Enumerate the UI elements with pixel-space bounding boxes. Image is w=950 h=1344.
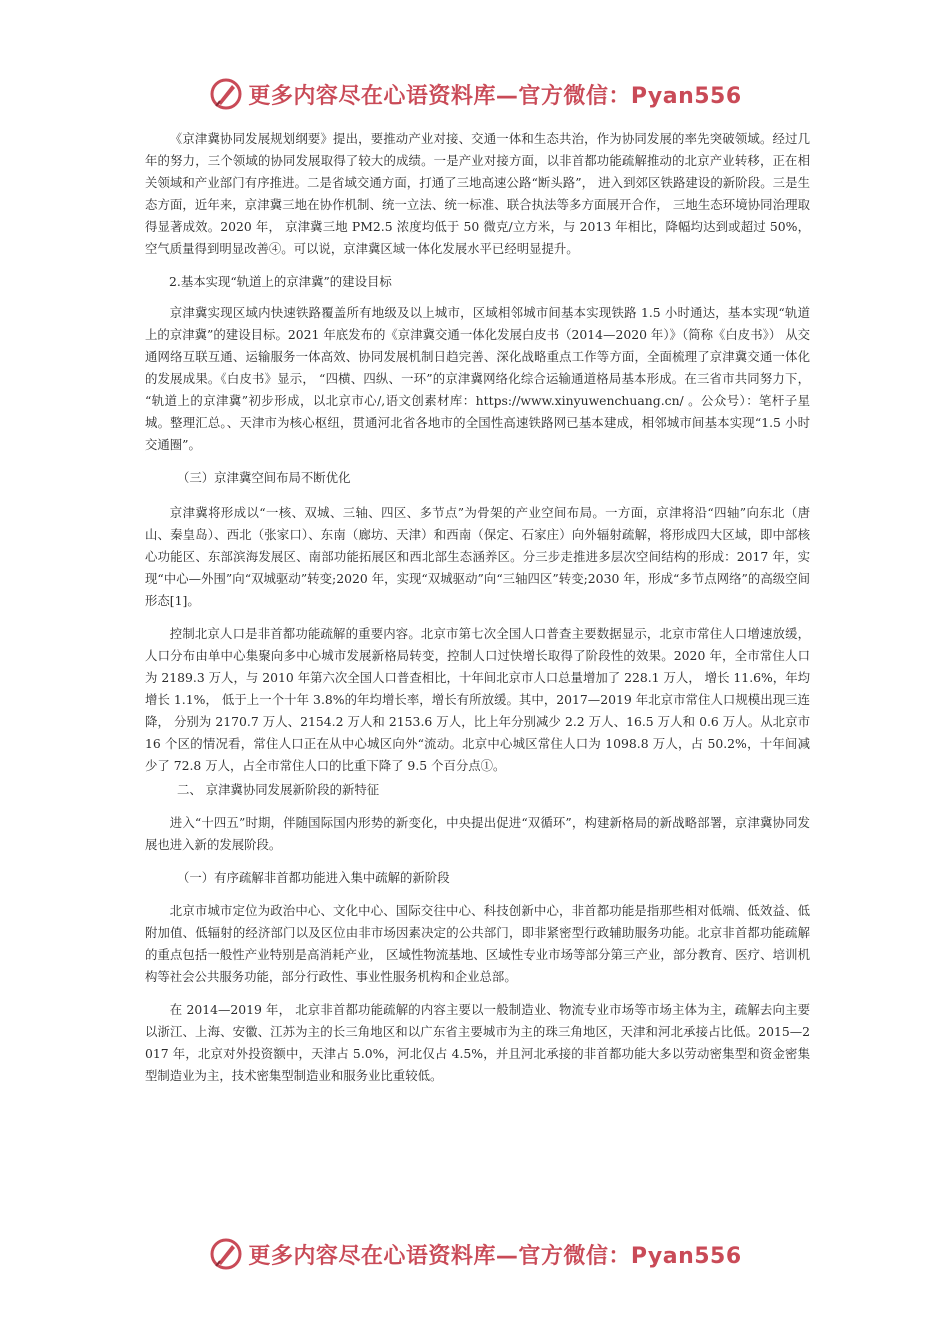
pen-circle-logo-icon xyxy=(208,1236,244,1272)
paragraph: 京津冀实现区域内快速铁路覆盖所有地级及以上城市，区域相邻城市间基本实现铁路 1.5 小时通达，基本实现“轨道上的京津冀”的建设目标。2021 年底发布的《京津冀交通一体化发展白皮书（2014—2020 年）》（简称《白皮书》） 从交通网络互联互通、运输服务一体高效、协同发展机制日趋完善、深化战略重点工作等方面，全面梳理了京津冀交通一体化的发展成果。《白皮书》显示， “四横、四纵、一环”的京津冀网络化综合运输通道格局基本形成。在三省市共同努力下， “轨道上的京津冀”初步形成，以北京市心/,语文创素材库：https://www.xinyuwenchuang.cn/ 。公众号）：笔杆子星城。整理汇总。、天津市为核心枢纽，贯通河北省各地市的全国性高速铁路网已基本建成，相邻城市间基本实现“1.5 小时交通圈”。 xyxy=(145,305,810,452)
paragraph: 控制北京人口是非首都功能疏解的重要内容。北京市第七次全国人口普查主要数据显示，北京市常住人口增速放缓，人口分布由单中心集聚向多中心城市发展新格局转变，控制人口过快增长取得了阶段性的效果。2020 年，全市常住人口为 2189.3 万人，与 2010 年第六次全国人口普查相比，十年间北京市人口总量增加了 228.1 万人， 增长 11.6%，年均增长 1.1%， 低于上一个十年 3.8%的年均增长率，增长有所放缓。其中，2017—2019 年北京市常住人口规模出现三连降， 分别为 2170.7 万人、2154.2 万人和 2153.6 万人，比上年分别减少 2.2 万人、16.5 万人和 0.6 万人。从北京市 16 个区的情况看，常住人口正在从中心城区向外“流动。北京中心城区常住人口为 1098.8 万人，占 50.2%，十年间减少了 72.8 万人，占全市常住人口的比重下降了 9.5 个百分点①。 xyxy=(145,626,810,773)
banner-text: 更多内容尽在心语资料库—官方微信：Pyan556 xyxy=(248,1243,742,1269)
section-heading: 二、 京津冀协同发展新阶段的新特征 xyxy=(177,782,380,797)
paragraph: 在 2014—2019 年， 北京非首都功能疏解的内容主要以一般制造业、物流专业市场等市场主体为主，疏解去向主要以浙江、上海、安徽、江苏为主的长三角地区和以广东省主要城市为主的珠三角地区，天津和河北承接占比低。2015—2017 年，北京对外投资额中，天津占 5.0%，河北仅占 4.5%，并且河北承接的非首都功能大多以劳动密集型和资金密集型制造业为主，技术密集型制造业和服务业比重较低。 xyxy=(145,1002,810,1083)
paragraph: 《京津冀协同发展规划纲要》提出，要推动产业对接、交通一体和生态共治，作为协同发展的率先突破领域。经过几年的努力，三个领域的协同发展取得了较大的成绩。一是产业对接方面，以非首都功能疏解推动的北京产业转移，正在相关领域和产业部门有序推进。二是省域交通方面，打通了三地高速公路“断头路”， 进入到郊区铁路建设的新阶段。三是生态方面，近年来，京津冀三地在协作机制、统一立法、统一标准、联合执法等多方面展开合作， 三地生态环境协同治理取得显著成效。2020 年， 京津冀三地 PM2.5 浓度均低于 50 微克/立方米，与 2013 年相比，降幅均达到或超过 50%，空气质量得到明显改善④。可以说，京津冀区域一体化发展水平已经明显提升。 xyxy=(145,131,810,256)
section-heading: （三）京津冀空间布局不断优化 xyxy=(177,470,351,485)
section-heading: 2.基本实现“轨道上的京津冀”的建设目标 xyxy=(169,274,392,289)
banner-text: 更多内容尽在心语资料库—官方微信：Pyan556 xyxy=(248,83,742,109)
header-banner xyxy=(0,74,950,114)
paragraph: 北京市城市定位为政治中心、文化中心、国际交往中心、科技创新中心，非首都功能是指那些相对低端、低效益、低附加值、低辐射的经济部门以及区位由非市场因素决定的公共部门，即非紧密型行政辅助服务功能。北京非首都功能疏解的重点包括一般性产业特别是高消耗产业， 区域性物流基地、区域性专业市场等部分第三产业，部分教育、医疗、培训机构等社会公共服务功能，部分行政性、事业性服务机构和企业总部。 xyxy=(145,903,810,984)
document-body xyxy=(145,128,810,1087)
footer-banner xyxy=(0,1234,950,1274)
paragraph: 进入“十四五”时期，伴随国际国内形势的新变化，中央提出促进“双循环”，构建新格局的新战略部署，京津冀协同发展也进入新的发展阶段。 xyxy=(145,815,810,852)
section-heading: （一）有序疏解非首都功能进入集中疏解的新阶段 xyxy=(177,870,450,885)
paragraph: 京津冀将形成以“一核、双城、三轴、四区、多节点”为骨架的产业空间布局。一方面，京津将沿“四轴”向东北（唐山、秦皇岛）、西北（张家口）、东南（廊坊、天津）和西南（保定、石家庄）向外辐射疏解，将形成四大区域，即中部核心功能区、东部滨海发展区、南部功能拓展区和西北部生态涵养区。分三步走推进多层次空间结构的形成：2017 年，实现“中心—外围”向“双城驱动”转变;2020 年，实现“双城驱动”向“三轴四区”转变;2030 年，形成“多节点网络”的高级空间形态[1]。 xyxy=(145,505,810,608)
pen-circle-logo-icon xyxy=(208,76,244,112)
